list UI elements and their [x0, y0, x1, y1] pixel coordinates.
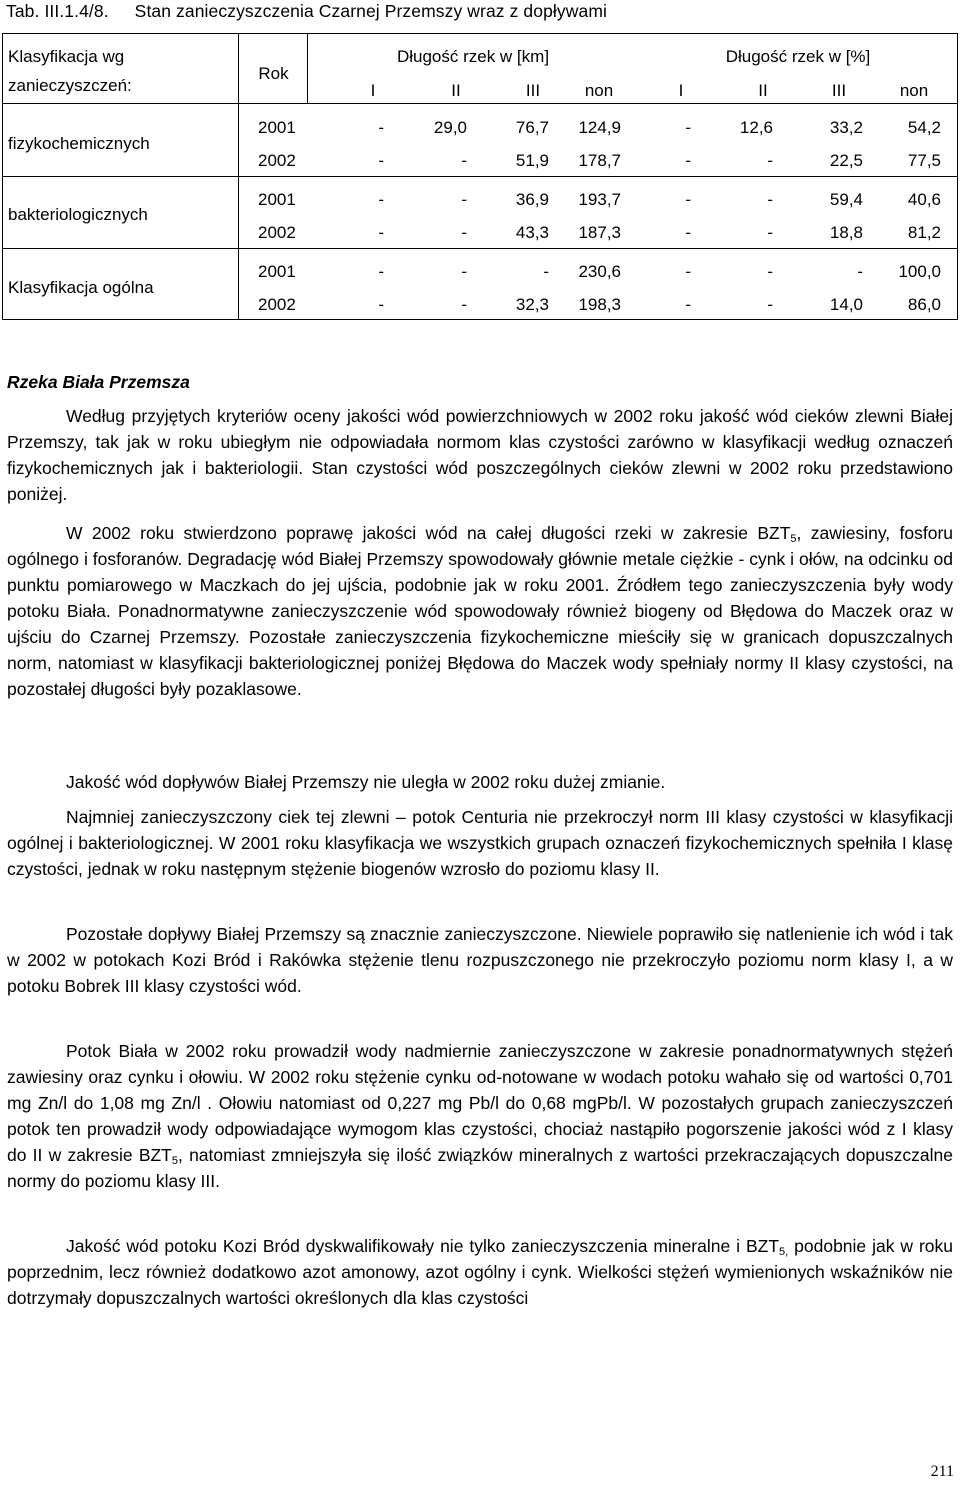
year-header: Rok	[258, 64, 289, 83]
value-cell: -	[378, 190, 384, 209]
value-cell: -	[378, 118, 384, 137]
value-cell: 43,3	[515, 223, 549, 242]
paragraph-1: Według przyjętych kryteriów oceny jakości wód powierzchniowych w 2002 roku jakość wód cieków zlewni Białej Przemszy, tak jak w roku ubiegłym nie odpowiadała normom klas czystości zarówno w klasyfikacji według oznaczeń fizykochemicznych jak i bakteriologii. Stan czystości wód poszczególnych cieków zlewni w 2002 roku przedstawiono poniżej.	[7, 406, 953, 504]
value-cell: 81,2	[907, 223, 941, 242]
paragraph-3: Jakość wód dopływów Białej Przemszy nie uległa w 2002 roku dużej zmianie.	[66, 772, 666, 792]
table-title: Stan zanieczyszczenia Czarnej Przemszy wraz z dopływami	[134, 1, 607, 21]
length-pct-header: Długość rzek w [%]	[725, 47, 871, 66]
year-cell: 2002	[258, 151, 296, 170]
value-cell: 193,7	[578, 190, 621, 209]
page-number: 211	[930, 1463, 954, 1480]
value-cell: 32,3	[515, 295, 549, 314]
value-cell: 33,2	[829, 118, 863, 137]
value-cell: -	[543, 262, 549, 281]
year-cell: 2002	[258, 295, 296, 314]
value-cell: 76,7	[515, 118, 549, 137]
value-cell: -	[461, 151, 467, 170]
value-cell: -	[378, 151, 384, 170]
table-number: Tab. III.1.4/8.	[6, 1, 109, 21]
value-cell: -	[685, 190, 691, 209]
class-header-4: I	[678, 81, 684, 100]
value-cell: 40,6	[907, 190, 941, 209]
group-label-ogolna: Klasyfikacja ogólna	[8, 278, 154, 297]
value-cell: -	[461, 295, 467, 314]
value-cell: -	[767, 223, 773, 242]
group-label-bakteriologicznych: bakteriologicznych	[8, 205, 148, 224]
value-cell: 230,6	[578, 262, 621, 281]
paragraph-5: Pozostałe dopływy Białej Przemszy są znacznie zanieczyszczone. Niewiele poprawiło się natlenienie ich wód i tak w 2002 w potokach Kozi Bród i Rakówka stężenie tlenu rozpuszczonego nie przekroczyło poziomu norm klasy I, a w potoku Bobrek III klasy czystości wód.	[7, 924, 953, 996]
value-cell: 86,0	[907, 295, 941, 314]
value-cell: -	[461, 190, 467, 209]
value-cell: -	[685, 118, 691, 137]
value-cell: 124,9	[578, 118, 621, 137]
header-divider	[3, 103, 957, 104]
group-divider	[3, 176, 957, 177]
value-cell: 59,4	[829, 190, 863, 209]
value-cell: 100,0	[898, 262, 941, 281]
value-cell: 36,9	[515, 190, 549, 209]
year-cell: 2002	[258, 223, 296, 242]
value-cell: 51,9	[515, 151, 549, 170]
paragraph-2: W 2002 roku stwierdzono poprawę jakości wód na całej długości rzeki w zakresie $BZT_5$, zawiesiny, fosforu ogólnego i fosforanów. Degradację wód Białej Przemszy spowodowały głównie metale ciężkie - cynk i ołów, na odcinku od punktu pomiarowego w Maczkach do jej ujścia, podobnie jak w roku 2001. Źródłem tego zanieczyszczenia były wody potoku Biała. Ponadnormatywne zanieczyszczenie wód spowodowały również biogeny od Błędowa do Maczek oraz w ujściu do Czarnej Przemszy. Pozostałe zanieczyszczenia fizykochemiczne mieściły się w granicach dopuszczalnych norm, natomiast w klasyfikacji bakteriologicznej poniżej Błędowa do Maczek wody spełniały normy II klasy czystości, na pozostałej długości były pozaklasowe.	[7, 523, 954, 699]
class-header-0: I	[370, 81, 376, 100]
group-divider	[3, 248, 957, 249]
length-km-header: Długość rzek w [km]	[396, 47, 550, 66]
paragraph-7: Jakość wód potoku Kozi Bród dyskwalifikowały nie tylko zanieczyszczenia mineralne i $BZT_{5,}$ podobnie jak w roku poprzednim, lecz również dodatkowo azot amonowy, azot ogólny i cynk. Wielkości stężeń wymienionych wskaźników nie dotrzymały dopuszczalnych wartości określonych dla klas czystości	[7, 1236, 953, 1308]
year-cell: 2001	[258, 262, 296, 281]
value-cell: 187,3	[578, 223, 621, 242]
paragraph-4: Najmniej zanieczyszczony ciek tej zlewni – potok Centuria nie przekroczył norm III klasy czystości w klasyfikacji ogólnej i bakteriologicznej. W 2001 roku klasyfikacja we wszystkich grupach oznaczeń fizykochemicznych spełniła I klasę czystości, jednak w roku następnym stężenie biogenów wzrosło do poziomu klasy II.	[7, 807, 953, 879]
paragraph-6: Potok Biała w 2002 roku prowadził wody nadmiernie zanieczyszczone w zakresie ponadnormatywnych stężeń zawiesiny oraz cynku i ołowiu. W 2002 roku stężenie cynku od-notowane w wodach potoku wahało się od wartości 0,701 mg Zn/l do 1,08 mg Zn/l . Ołowiu natomiast od 0,227 mg Pb/l do 0,68 mgPb/l. W pozostałych grupach zanieczyszczeń potok ten prowadził wody odpowiadające wymogom klas czystości, chociaż nastąpiło pogorszenie jakości wód z I klasy do II w zakresie $BZT_5$, natomiast zmniejszyła się ilość związków mineralnych z wartości przekraczających dopuszczalne normy do poziomu klasy III.	[7, 1041, 953, 1191]
value-cell: -	[685, 151, 691, 170]
value-cell: -	[767, 295, 773, 314]
classification-header-line1: Klasyfikacja wg	[8, 47, 125, 66]
value-cell: 18,8	[829, 223, 863, 242]
value-cell: 14,0	[829, 295, 863, 314]
value-cell: -	[461, 262, 467, 281]
class-header-3: non	[584, 81, 614, 100]
value-cell: 54,2	[907, 118, 941, 137]
value-cell: -	[767, 151, 773, 170]
value-cell: -	[378, 223, 384, 242]
classification-header-line2: zanieczyszczeń:	[8, 76, 132, 95]
class-header-7: non	[899, 81, 929, 100]
value-cell: -	[767, 262, 773, 281]
value-cell: -	[378, 262, 384, 281]
year-cell: 2001	[258, 118, 296, 137]
value-cell: 178,7	[578, 151, 621, 170]
class-header-1: II	[451, 81, 461, 100]
value-cell: 29,0	[433, 118, 467, 137]
table-caption	[6, 1, 607, 22]
value-cell: -	[685, 223, 691, 242]
value-cell: -	[767, 190, 773, 209]
value-cell: 12,6	[739, 118, 773, 137]
class-header-5: II	[758, 81, 768, 100]
pollution-table	[2, 33, 958, 320]
value-cell: -	[857, 262, 863, 281]
value-cell: 22,5	[829, 151, 863, 170]
group-label-fizykochemicznych: fizykochemicznych	[8, 134, 150, 153]
value-cell: -	[378, 295, 384, 314]
value-cell: 198,3	[578, 295, 621, 314]
section-title: Rzeka Biała Przemsza	[7, 372, 190, 392]
year-cell: 2001	[258, 190, 296, 209]
class-header-6: III	[831, 81, 847, 100]
class-header-2: III	[525, 81, 541, 100]
value-cell: -	[461, 223, 467, 242]
value-cell: 77,5	[907, 151, 941, 170]
value-cell: -	[685, 295, 691, 314]
value-cell: -	[685, 262, 691, 281]
